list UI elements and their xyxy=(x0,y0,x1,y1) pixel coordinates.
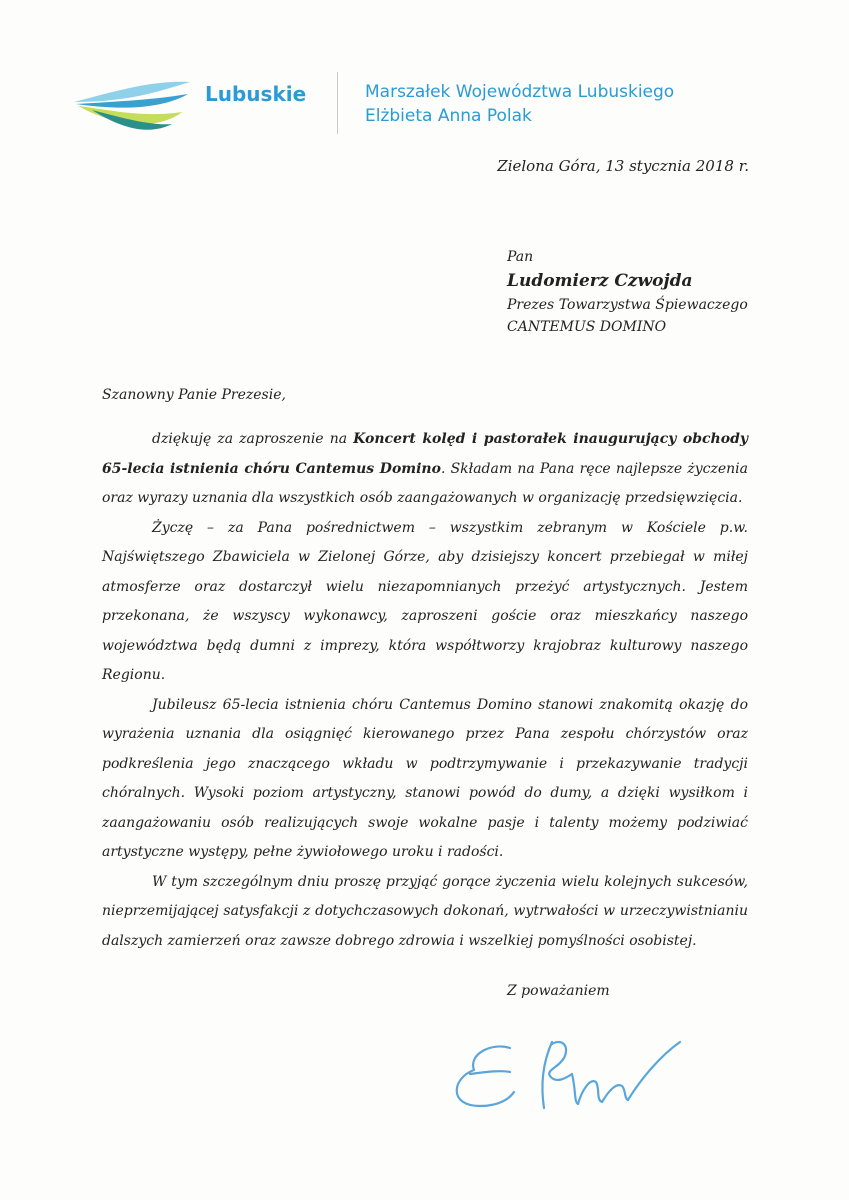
office-heading xyxy=(365,80,674,128)
recipient-title: Prezes Towarzystwa Śpiewaczego xyxy=(507,297,748,313)
paragraph-4: W tym szczególnym dniu proszę przyjąć gorące życzenia wielu kolejnych sukcesów, nieprzemijającej satysfakcji z dotychczasowych dokonań, wytrwałości w urzeczywistnianiu dalszych zamierzeń oraz zawsze dobrego zdrowia i wszelkiej pomyślności osobistej. xyxy=(102,873,748,949)
office-holder: Elżbieta Anna Polak xyxy=(365,106,532,126)
letter-date: Zielona Góra, 13 stycznia 2018 r. xyxy=(497,157,749,175)
signature-icon xyxy=(440,1030,690,1115)
recipient-honorific: Pan xyxy=(507,249,534,265)
office-title: Marszałek Województwa Lubuskiego xyxy=(365,82,675,102)
paragraph-1-event: Koncert kolęd i pastorałek inaugurujący obchody 65-lecia istnienia chóru Cantemus Domino xyxy=(102,431,748,477)
recipient-name: Ludomierz Czwojda xyxy=(507,271,693,291)
salutation: Szanowny Panie Prezesie, xyxy=(102,387,286,403)
letter-body xyxy=(102,425,748,956)
header-divider xyxy=(337,72,338,134)
closing: Z poważaniem xyxy=(507,983,610,999)
recipient-organization: CANTEMUS DOMINO xyxy=(507,319,667,335)
paragraph-1-intro: dziękuję za zaproszenie na xyxy=(152,431,354,447)
recipient-block xyxy=(507,246,748,338)
paragraph-1 xyxy=(102,425,748,514)
lubuskie-logo-icon xyxy=(72,72,192,136)
paragraph-3: Jubileusz 65-lecia istnienia chóru Cantemus Domino stanowi znakomitą okazję do wyrażenia uznania dla osiągnięć kierowanego przez Pana zespołu chórzystów oraz podkreślenia jego znaczącego wkładu w podtrzymywanie i przekazywanie tradycji chóralnych. Wysoki poziom artystyczny, stanowi powód do dumy, a dzięki wysiłkom i zaangażowaniu osób realizujących swoje wokalne pasje i talenty możemy podziwiać artystyczne występy, pełne żywiołowego uroku i radości. xyxy=(102,696,748,860)
paragraph-2: Życzę – za Pana pośrednictwem – wszystkim zebranym w Kościele p.w. Najświętszego Zbawiciela w Zielonej Górze, aby dzisiejszy koncert przebiegał w miłej atmosferze oraz dostarczył wielu niezapomnianych przeżyć artystycznych. Jestem przekonana, że wszyscy wykonawcy, zaproszeni goście oraz mieszkańcy naszego województwa będą dumni z imprezy, która współtworzy krajobraz kulturowy naszego Regionu. xyxy=(102,519,748,683)
paragraph-1-rest: . Składam na Pana ręce najlepsze życzenia oraz wyrazy uznania dla wszystkich osób zaangażowanych w organizację przedsięwzięcia. xyxy=(102,460,748,506)
logo-wordmark: Lubuskie xyxy=(205,82,307,106)
